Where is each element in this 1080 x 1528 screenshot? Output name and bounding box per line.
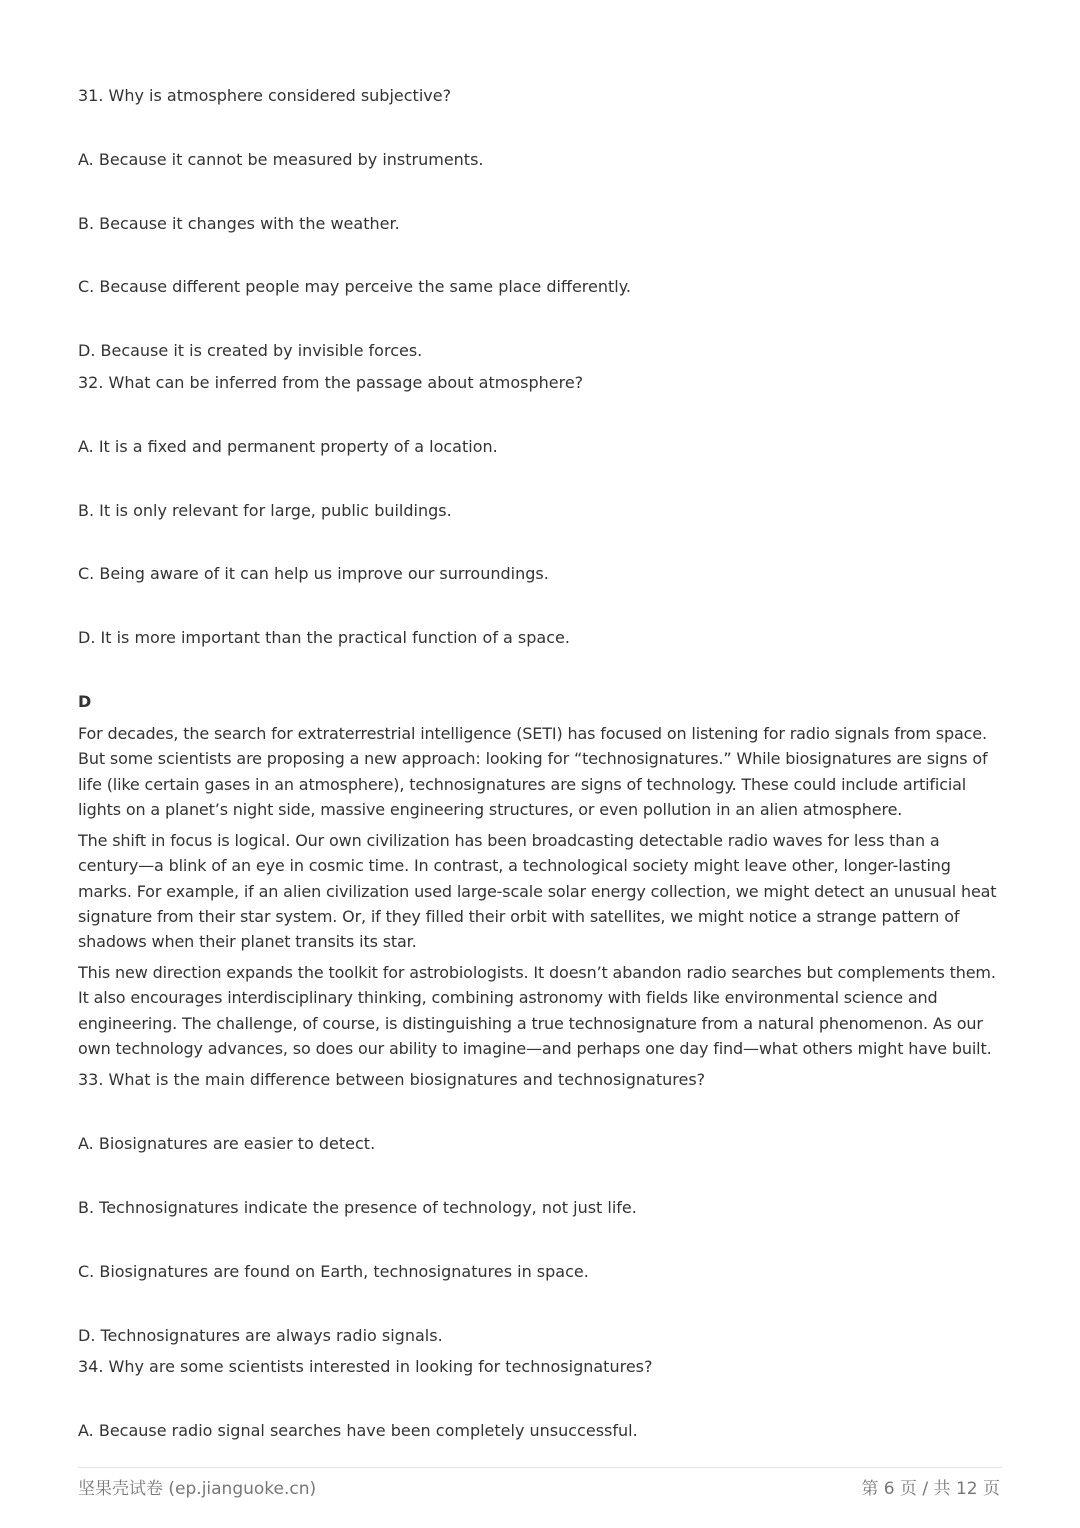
q32-option-a: A. It is a fixed and permanent property of a location. (78, 437, 498, 456)
q32-option-d: D. It is more important than the practical function of a space. (78, 628, 570, 647)
question-33: 33. What is the main difference between biosignatures and technosignatures? (78, 1070, 706, 1089)
passage-paragraph: For decades, the search for extraterrestrial intelligence (SETI) has focused on listening for radio signals from space. But some scientists are proposing a new approach: looking for “technosignatures.” While biosignatures are signs of life (like certain gases in an atmosphere), technosignatures are signs of technology. These could include artificial lights on a planet’s night side, massive engineering structures, or even pollution in an alien atmosphere. (78, 724, 988, 819)
section-heading-d: D (78, 692, 92, 711)
q31-option-a: A. Because it cannot be measured by instruments. (78, 150, 484, 169)
footer-divider (78, 1467, 1002, 1468)
question-31: 31. Why is atmosphere considered subjective? (78, 86, 452, 105)
q31-option-b: B. Because it changes with the weather. (78, 214, 400, 233)
passage-paragraph: The shift in focus is logical. Our own civilization has been broadcasting detectable radio waves for less than a century—a blink of an eye in cosmic time. In contrast, a technological society might leave other, longer-lasting marks. For example, if an alien civilization used large-scale solar energy collection, we might detect an unusual heat signature from their star system. Or, if they filled their orbit with satellites, we might notice a strange pattern of shadows when their planet transits its star. (78, 831, 997, 952)
q33-option-b: B. Technosignatures indicate the presence of technology, not just life. (78, 1198, 637, 1217)
footer-page-info: 第 6 页 / 共 12 页 (861, 1479, 1000, 1499)
footer-source: 坚果壳试卷 (ep.jianguoke.cn) (78, 1479, 317, 1499)
question-34: 34. Why are some scientists interested in looking for technosignatures? (78, 1357, 653, 1376)
q33-option-c: C. Biosignatures are found on Earth, technosignatures in space. (78, 1262, 589, 1281)
q31-option-d: D. Because it is created by invisible forces. (78, 341, 423, 360)
q32-option-c: C. Being aware of it can help us improve our surroundings. (78, 564, 549, 583)
q33-option-d: D. Technosignatures are always radio signals. (78, 1326, 443, 1345)
q34-option-a: A. Because radio signal searches have been completely unsuccessful. (78, 1421, 638, 1440)
question-32: 32. What can be inferred from the passage about atmosphere? (78, 373, 584, 392)
q32-option-b: B. It is only relevant for large, public buildings. (78, 501, 452, 520)
q33-option-a: A. Biosignatures are easier to detect. (78, 1134, 376, 1153)
passage-paragraph: This new direction expands the toolkit for astrobiologists. It doesn’t abandon radio searches but complements them. It also encourages interdisciplinary thinking, combining astronomy with fields like environmental science and engineering. The challenge, of course, is distinguishing a true technosignature from a natural phenomenon. As our own technology advances, so does our ability to imagine—and perhaps one day find—what others might have built. (78, 963, 996, 1058)
q31-option-c: C. Because different people may perceive the same place differently. (78, 277, 631, 296)
